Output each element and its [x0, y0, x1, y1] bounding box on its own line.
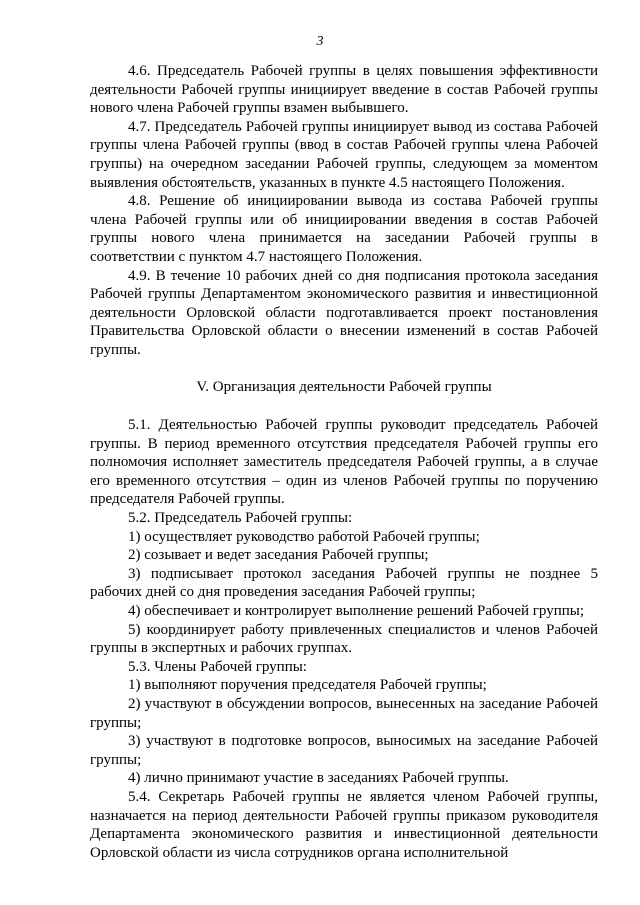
paragraph-4-6: 4.6. Председатель Рабочей группы в целях повышения эффективности деятельности Рабочей группы инициирует введение в состав Рабочей группы нового члена Рабочей группы взамен выбывшего.	[90, 63, 598, 117]
list-item: 3) участвуют в подготовке вопросов, выносимых на заседание Рабочей группы;	[90, 733, 598, 768]
list-item: 4) обеспечивает и контролирует выполнение решений Рабочей группы;	[128, 603, 585, 620]
section-heading: V. Организация деятельности Рабочей группы	[196, 378, 492, 395]
list-item: 4) лично принимают участие в заседаниях Рабочей группы.	[128, 770, 509, 787]
paragraph-4-7: 4.7. Председатель Рабочей группы инициирует вывод из состава Рабочей группы члена Рабочей группы (ввод в состав Рабочей группы члена Рабочей группы) на очередном заседании Рабочей группы, следующем за моментом выявления обстоятельств, указанных в пункте 4.5 настоящего Положения.	[90, 118, 598, 191]
list-item: 5) координирует работу привлеченных специалистов и членов Рабочей группы в экспертных и рабочих группах.	[90, 621, 598, 657]
paragraph-4-8: 4.8. Решение об инициировании вывода из состава Рабочей группы члена Рабочей группы или об инициировании введения в состав Рабочей группы нового члена принимается на заседании Рабочей группы в соответствии с пунктом 4.7 настоящего Положения.	[90, 193, 598, 265]
list-item: 1) выполняют поручения председателя Рабочей группы;	[128, 677, 487, 694]
paragraph-5-3: 5.3. Члены Рабочей группы:	[128, 658, 307, 675]
paragraph-4-9: 4.9. В течение 10 рабочих дней со дня подписания протокола заседания Рабочей группы Департаментом экономического развития и инвестиционной деятельности Орловской области подготавливается проект постановления Правительства Орловской области о внесении изменений в состав Рабочей группы.	[90, 267, 598, 358]
list-item: 2) созывает и ведет заседания Рабочей группы;	[128, 547, 429, 564]
document-body	[90, 62, 598, 862]
paragraph-5-4: 5.4. Секретарь Рабочей группы не является членом Рабочей группы, назначается на период деятельности Рабочей группы приказом руководителя Департамента экономического развития и инвестиционной деятельности Орловской области из числа сотрудников органа исполнительной	[90, 788, 598, 861]
paragraph-5-2: 5.2. Председатель Рабочей группы:	[128, 510, 353, 527]
list-item: 3) подписывает протокол заседания Рабочей группы не позднее 5 рабочих дней со дня проведения заседания Рабочей группы;	[90, 565, 598, 601]
list-item: 2) участвуют в обсуждении вопросов, вынесенных на заседание Рабочей группы;	[90, 696, 598, 731]
paragraph-5-1: 5.1. Деятельностью Рабочей группы руководит председатель Рабочей группы. В период временного отсутствия председателя Рабочей группы его полномочия исполняет заместитель председателя Рабочей группы, а в случае его временного отсутствия – один из членов Рабочей группы по поручению председателя Рабочей группы.	[90, 417, 598, 508]
page-number: 3	[316, 34, 324, 49]
list-item: 1) осуществляет руководство работой Рабочей группы;	[128, 528, 480, 545]
